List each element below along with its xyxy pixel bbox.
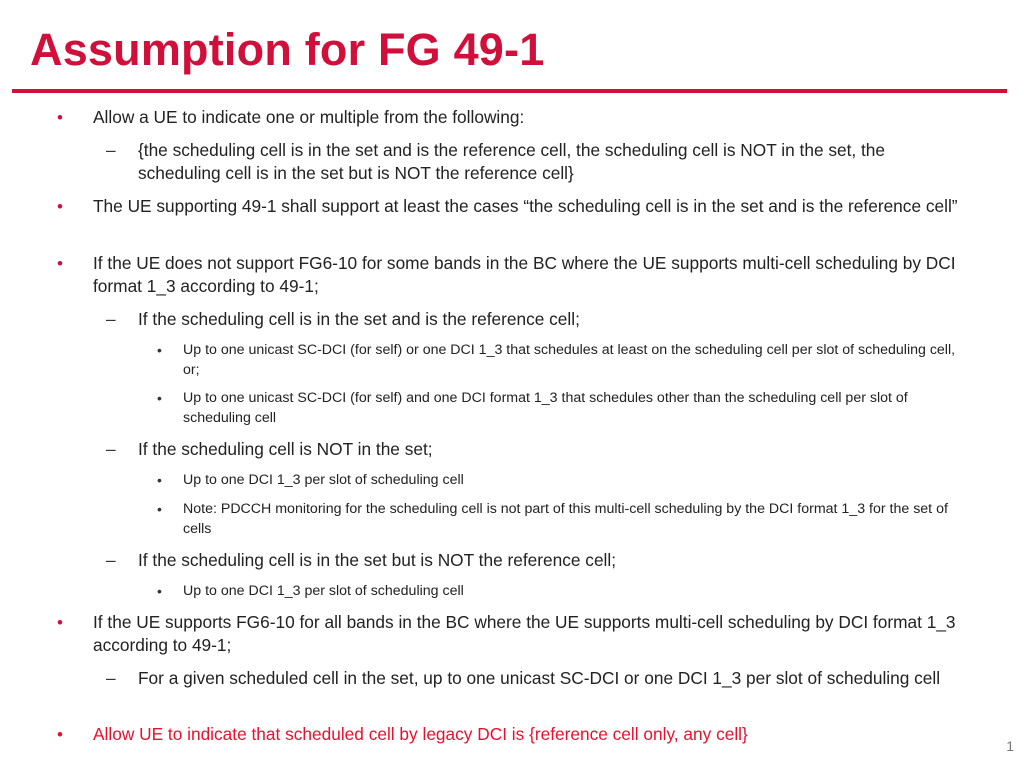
bullet-no-fg6-10 (57, 252, 973, 298)
bullet-text: Note: PDCCH monitoring for the scheduling cell is not part of this multi-cell scheduling by the DCI format 1_3 for the set of cells (183, 501, 948, 537)
subbullet-not-in-set (106, 438, 968, 461)
slide-title: Assumption for FG 49-1 (30, 24, 545, 75)
dash-marker: – (106, 550, 116, 570)
bullet-text: For a given scheduled cell in the set, up to one unicast SC-DCI or one DCI 1_3 per slot of scheduling cell (138, 668, 941, 688)
subsubbullet-one-dci13 (157, 470, 973, 490)
bullet-text: If the UE supports FG6-10 for all bands in the BC where the UE supports multi-cell scheduling by DCI format 1_3 according to 49-1; (93, 612, 956, 655)
bullet-text: Allow UE to indicate that scheduled cell by legacy DCI is {reference cell only, any cell} (93, 724, 748, 744)
bullet-text: If the scheduling cell is in the set and is the reference cell; (138, 309, 580, 329)
page-number: 1 (1006, 738, 1014, 754)
bullet-text: The UE supporting 49-1 shall support at least the cases “the scheduling cell is in the set and is the reference cell” (93, 196, 958, 216)
bullet-legacy-dci-indication (57, 723, 973, 746)
bullet-text: Allow a UE to indicate one or multiple from the following: (93, 107, 525, 127)
subsubbullet-sc-dci-and-dci13 (157, 388, 973, 428)
bullet-marker: • (57, 108, 63, 127)
subsubbullet-one-dci13-b (157, 581, 973, 601)
bullet-marker: • (57, 197, 63, 216)
bullet-text: Up to one unicast SC-DCI (for self) or one DCI 1_3 that schedules at least on the scheduling cell per slot of scheduling cell, or; (183, 342, 956, 378)
bullet-marker: • (57, 725, 63, 744)
bullet-marker: • (157, 342, 162, 358)
bullet-supports-fg6-10 (57, 611, 973, 657)
bullet-marker: • (57, 254, 63, 273)
bullet-text: {the scheduling cell is in the set and is the reference cell, the scheduling cell is NOT in the set, the scheduling cell is in the set but is NOT the reference cell} (138, 140, 886, 183)
bullet-marker: • (157, 583, 162, 599)
bullet-marker: • (157, 390, 162, 406)
bullet-text: Up to one DCI 1_3 per slot of scheduling cell (183, 472, 464, 488)
dash-marker: – (106, 140, 116, 160)
subsubbullet-pdcch-note (157, 499, 973, 539)
subbullet-given-scheduled-cell (106, 667, 968, 690)
subbullet-scheduling-cell-options (106, 139, 968, 185)
bullet-text: If the scheduling cell is NOT in the set; (138, 439, 433, 459)
dash-marker: – (106, 439, 116, 459)
bullet-text: Up to one unicast SC-DCI (for self) and one DCI format 1_3 that schedules other than the scheduling cell per slot of scheduling cell (183, 390, 908, 426)
bullet-marker: • (157, 472, 162, 488)
bullet-allow-ue-indicate (57, 106, 973, 129)
dash-marker: – (106, 309, 116, 329)
dash-marker: – (106, 668, 116, 688)
bullet-text: If the scheduling cell is in the set but is NOT the reference cell; (138, 550, 617, 570)
subsubbullet-sc-dci-or-dci13 (157, 340, 973, 380)
bullet-marker: • (157, 501, 162, 517)
bullet-text: Up to one DCI 1_3 per slot of scheduling cell (183, 583, 464, 599)
bullet-ue-supporting-49-1 (57, 195, 973, 218)
bullet-text: If the UE does not support FG6-10 for some bands in the BC where the UE supports multi-cell scheduling by DCI format 1_3 according to 49-1; (93, 253, 956, 296)
subbullet-in-set-not-reference (106, 549, 968, 572)
bullet-marker: • (57, 613, 63, 632)
subbullet-in-set-reference (106, 308, 968, 331)
